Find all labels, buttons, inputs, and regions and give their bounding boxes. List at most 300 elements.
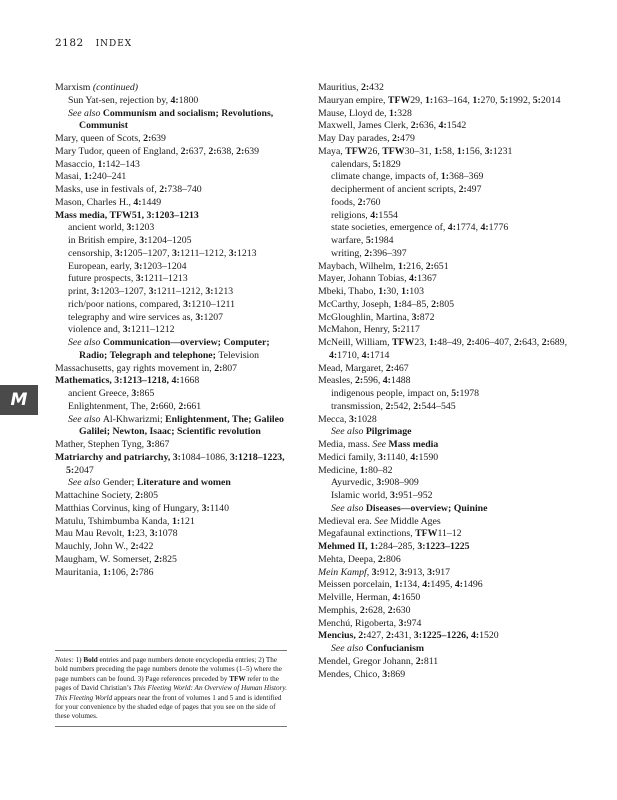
entry-text-segment: 1: [472,94,481,106]
entry-text-segment: 84–85, [401,298,432,310]
index-entry [318,528,573,541]
index-entry [55,184,291,197]
entry-text-segment: Mauritius, [318,82,361,93]
entry-text-segment: Communism and socialism; Revolutions, Communist [79,107,274,132]
entry-text-segment: 1211–1212, [180,247,229,259]
entry-text-segment: 807 [222,362,238,374]
entry-text-segment: 3:1218–1223, 5: [66,451,285,476]
entry-text-segment: 396–397 [372,247,407,259]
entry-text-segment: Mecca, [318,413,350,425]
entry-text-segment: 3:1223–1225 [417,541,470,552]
index-entry [318,299,573,312]
entry-text-segment: 1829 [381,158,401,170]
entry-text-segment: 3: [139,235,148,246]
entry-text-segment: 2: [385,362,394,374]
entry-text-segment: 1: [433,145,443,157]
page-title: INDEX [95,39,133,49]
entry-text-segment: 1204–1205 [147,235,192,246]
entry-text-segment: 142–143 [105,158,140,170]
entry-text-segment: 4: [329,349,338,361]
entry-text-segment: print, [68,286,92,297]
entry-text-segment: 3: [171,247,181,259]
entry-text-segment: 1774, [455,222,481,234]
entry-text-segment: 1084–1086, [180,451,230,463]
index-entry [318,261,573,274]
entry-text-segment: 1: [401,286,410,297]
entry-text-segment: 661 [186,400,202,412]
entry-text-segment: 30–31, [404,145,434,157]
entry-text-segment: 872 [419,311,435,323]
entry-text-segment: Communication—overview; Computer; Radio; Telegraph and telephone; [79,337,270,361]
entry-text-segment: 368–369 [449,171,484,183]
entry-text-segment: 1211–1213 [143,273,188,285]
entry-text-segment: 2: [178,400,187,412]
entry-text-segment: Masks, use in festivals of, [55,184,160,195]
entry-text-segment: 1207 [203,311,224,323]
entry-text-segment: 1: [429,337,438,348]
entry-text-segment: 5: [532,94,541,106]
entry-text-segment: Mencius, 2: [318,630,367,642]
entry-text-segment: Mendel, Gregor Johann, [318,655,416,667]
entry-text-segment: 1: [456,145,466,157]
entry-text-segment: 2: [214,362,223,374]
entry-text-segment: 3: [126,222,135,234]
entry-text-segment: Mathematics, 3:1213–1218, 4: [55,375,180,387]
entry-text-segment: 544–545 [421,400,456,412]
index-entry [318,605,573,618]
entry-text-segment: Maugham, W. Somerset, [55,553,155,565]
entry-text-segment: TFW [387,94,411,106]
entry-text-segment: violence and, [68,324,123,336]
entry-text-segment: 867 [154,439,170,450]
entry-text-segment: 3: [148,286,157,297]
index-entry [318,656,573,669]
entry-text-segment: writing, [331,247,365,259]
entry-text-segment: 4: [392,592,401,603]
entry-text-segment: TFW [382,145,405,157]
page-number: 2182 [55,37,84,49]
entry-text-segment: 3: [390,490,399,501]
entry-text-segment: 3: [183,298,192,310]
entry-text-segment: Masaccio, [55,158,98,170]
entry-text-segment: Mary Tudor, queen of England, [55,145,181,157]
entry-text-segment: See also [331,502,366,514]
entry-text-segment: 4: [408,273,418,285]
entry-text-segment: 1668 [179,375,200,387]
entry-text-segment: Diseases—overview; Quinine [365,502,488,514]
index-subentry [55,401,291,414]
entry-text-segment: 1: [102,566,112,578]
index-entry [318,439,573,452]
index-subentry [55,108,291,134]
entry-text-segment: 216, [406,260,426,272]
entry-text-segment: ancient Greece, [68,388,132,399]
entry-text-segment: climate change, impacts of, [331,171,441,183]
index-subentry [318,222,573,235]
section-thumb-tab [0,385,38,415]
entry-text-segment: 3: [135,273,144,285]
index-subentry [318,401,573,414]
entry-text-segment: 479 [400,133,415,144]
index-entry [318,273,573,286]
index-subentry [318,248,573,261]
entry-text-segment: 270, [480,94,501,106]
entry-text-segment: 48–49, [437,337,467,348]
entry-text-segment: 2: [159,184,168,195]
index-subentry [318,388,573,401]
entry-text-segment: 3: [91,286,100,297]
entry-text-segment: Gender; [102,477,137,489]
entry-text-segment: Mein Kampf, [318,566,372,578]
index-subentry [55,388,291,401]
entry-text-segment: 1140 [209,502,229,514]
entry-text-segment: censorship, [68,247,115,259]
entry-text-segment: 4: [382,375,391,387]
index-subentry [55,235,291,248]
index-entry [318,516,573,529]
entry-text-segment: 3: [398,617,407,629]
entry-text-segment: 1231 [492,145,513,157]
entry-text-segment: 2: [513,337,523,348]
entry-text-segment: 1: [394,579,403,591]
entry-text-segment: 2: [355,375,364,387]
entry-text-segment: 432 [369,82,384,93]
entry-text-segment: 2: [130,541,139,552]
entry-text-segment: Maya, [318,145,346,157]
entry-text-segment: 651 [433,260,449,272]
entry-text-segment: 4: [370,209,379,221]
entry-text-segment: 660, [158,400,179,412]
index-entry [318,324,573,337]
index-entry [318,554,573,567]
entry-text-segment: 2: [154,553,163,565]
index-column-right [318,82,573,681]
entry-text-segment: appears near the front of volumes 1 and 5 and is identified for your convenience by the shaded edge of pages that you see on the side of these volumes. [55,693,282,721]
index-entry [318,95,573,108]
entry-text-segment: 58, [442,145,457,157]
entry-text-segment: 917 [435,566,451,578]
entry-text-segment: Marxism [55,82,93,93]
entry-text-segment: Mauryan empire, [318,94,388,106]
entry-text-segment: 1495, [430,579,455,591]
entry-text-segment: 29, [410,94,425,106]
entry-text-segment: 1590 [418,451,439,463]
entry-text-segment: 1140, [386,451,411,463]
entry-text-segment: 628, [368,604,388,616]
entry-text-segment: Melville, Herman, [318,592,393,603]
entry-text-segment: 2: [236,145,245,157]
index-subentry [318,235,573,248]
entry-text-segment: in British empire, [68,235,140,246]
entry-text-segment: McCarthy, Joseph, [318,298,394,310]
index-entry [55,503,291,516]
entry-text-segment: 1367 [417,273,437,285]
entry-text-segment: 106, [111,566,131,578]
entry-text-segment: 1: [440,171,450,183]
entry-text-segment: See [374,515,391,527]
entry-text-segment: 3: [399,566,408,578]
index-entry [55,439,291,452]
entry-text-segment: 2: [392,133,401,144]
index-entry [55,171,291,184]
entry-text-segment: religions, [331,209,371,221]
entry-text-segment: 1: [83,171,93,183]
entry-text-segment: TFW [345,145,368,157]
entry-text-segment: 406–407, [474,337,514,348]
entry-text-segment: Mau Mau Revolt, [55,528,127,540]
entry-text-segment: Al-Khwarizmi; [102,413,166,425]
entry-text-segment: 636, [418,120,439,132]
entry-text-segment: Television [218,349,260,361]
entry-text-segment: Mendes, Chico, [318,668,383,680]
entry-text-segment: 1710, [337,349,362,361]
entry-text-segment: May Day parades, [318,133,392,144]
entry-text-segment: 1078 [157,528,178,540]
index-entry [55,133,291,146]
entry-text-segment: refer to the pages of David Christian’s [55,674,279,693]
entry-text-segment: 2: [387,604,396,616]
index-entry [55,210,291,223]
entry-text-segment: 328 [397,107,412,119]
entry-text-segment: 497 [466,184,482,195]
entry-text-segment: 26, [367,145,383,157]
index-subentry [55,95,291,108]
entry-text-segment: 1213 [213,286,234,297]
entry-text-segment: 1: [424,94,434,106]
index-entry [318,414,573,427]
entry-text-segment: 23, [135,528,150,540]
index-entry [318,108,573,121]
entry-text-segment: 2: [410,120,419,132]
entry-text-segment: 3: [131,388,140,399]
entry-text-segment: European, early, [68,260,135,272]
entry-text-segment: 2: [377,553,387,565]
entry-text-segment: calendars, [331,158,373,170]
index-subentry [318,210,573,223]
entry-text-segment: 1205–1207, [122,247,172,259]
entry-text-segment: 1: [393,298,402,310]
index-entry [318,146,573,159]
index-column-left [55,82,291,579]
entry-text-segment: McGloughlin, Martina, [318,311,412,323]
entry-text-segment: Massachusetts, gay rights movement in, [55,362,215,374]
entry-text-segment: This Fleeting World: An Overview of Human History. This Fleeting World [55,684,287,702]
entry-text-segment: Mass media, TFW51, 3:1203–1213 [55,209,199,221]
entry-text-segment: Literature and women [136,477,231,489]
entry-text-segment: 2: [425,260,434,272]
index-entry [55,567,291,580]
entry-text-segment: 4: [438,120,447,132]
entry-text-segment: 2: [415,655,424,667]
entry-text-segment: rich/poor nations, compared, [68,298,184,310]
entry-text-segment: 638, [216,145,237,157]
index-entry [55,452,291,478]
entry-text-segment: 951–952 [398,490,433,501]
entry-text-segment: 806 [386,553,401,565]
entry-text-segment: (continued) [92,82,138,93]
entry-text-segment: 4: [422,579,431,591]
entry-text-segment: 869 [390,668,406,680]
entry-text-segment: 1203–1207, [99,286,149,297]
index-notes [55,650,287,727]
entry-text-segment: Mary, queen of Scots, [55,133,144,144]
entry-text-segment: 1496 [463,579,483,591]
index-entry [55,375,291,388]
entry-text-segment: 134, [402,579,423,591]
entry-text-segment: Megafaunal extinctions, [318,528,416,540]
thumb-tab-letter: M [10,390,28,410]
entry-text-segment: 2: [359,604,369,616]
entry-text-segment: 156, [465,145,485,157]
entry-text-segment: 11–12 [437,528,462,540]
entry-text-segment: 1: [378,286,387,297]
index-entry [318,120,573,133]
index-entry [318,465,573,478]
entry-text-segment: 865 [139,388,155,399]
entry-text-segment: 1449 [141,196,162,208]
index-entry [55,146,291,159]
entry-text-segment: 3: [411,311,420,323]
index-subentry [55,414,291,440]
entry-text-segment: 2: [466,337,475,348]
entry-text-segment: Mauritania, [55,566,103,578]
entry-text-segment: 639 [244,145,260,157]
index-entry [318,630,573,643]
entry-text-segment: 5: [372,158,382,170]
entry-text-segment: See [372,439,389,450]
entry-text-segment: 80–82 [368,464,393,476]
entry-text-segment: Mauchly, John W., [55,541,131,552]
entry-text-segment: 2: [431,298,440,310]
entry-text-segment: TFW [391,337,415,348]
entry-text-segment: 1203 [134,222,155,234]
entry-text-segment: 1210–1211 [191,298,235,310]
entry-text-segment: 2: [386,630,395,642]
entry-text-segment: See also [68,337,103,348]
entry-text-segment: Mead, Margaret, [318,362,386,374]
entry-text-segment: 2: [180,145,189,157]
index-subentry [318,426,573,439]
index-subentry [318,197,573,210]
entry-text-segment: 3: [382,668,391,680]
index-entry [318,286,573,299]
entry-text-segment: Sun Yat-sen, rejection by, [68,94,171,106]
index-subentry [55,312,291,325]
index-entry [318,669,573,682]
index-subentry [55,286,291,299]
index-entry [55,159,291,172]
entry-text-segment: 3: [201,502,210,514]
entry-text-segment: 1520 [479,630,499,642]
entry-text-segment: 1211–1212, [156,286,206,297]
entry-text-segment: Menchú, Rigoberta, [318,617,399,629]
entry-text-segment: See also [331,643,366,654]
entry-text-segment: 3: [378,451,387,463]
entry-text-segment: 467 [394,362,409,374]
entry-text-segment: 3: [195,311,204,323]
entry-text-segment: 1978 [459,388,480,399]
entry-text-segment: Middle Ages [390,515,441,527]
entry-text-segment: 2: [150,400,159,412]
entry-text-segment: 4: [410,451,419,463]
index-subentry [318,171,573,184]
entry-text-segment: Meissen porcelain, [318,579,395,591]
index-entry [318,567,573,580]
entry-text-segment: Islamic world, [331,490,391,501]
entry-text-segment: 2: [143,133,152,144]
page-header [55,37,132,49]
entry-text-segment: 2: [135,490,144,501]
entry-text-segment: 2: [413,400,422,412]
entry-text-segment: Mass media [388,439,439,450]
entry-text-segment: Mbeki, Thabo, [318,286,379,297]
entry-text-segment: entries and page numbers denote encyclopedia entries; 2) The bold numbers preceding the page numbers denote the volumes (1–5) where the page numbers can be found. 3) Page references preceded by [55,656,282,683]
entry-text-segment: 805 [439,298,454,310]
entry-text-segment: future prospects, [68,273,136,285]
entry-text-segment: 2: [541,337,550,348]
entry-text-segment: 2: [385,400,394,412]
entry-text-segment: 760 [365,196,381,208]
index-subentry [55,222,291,235]
index-entry [55,554,291,567]
entry-text-segment: See also [68,107,103,119]
entry-text-segment: 1: [389,107,398,119]
entry-text-segment: 912, [379,566,400,578]
entry-text-segment: 1203–1204 [142,260,187,272]
index-subentry [55,324,291,337]
index-subentry [318,477,573,490]
index-entry [318,452,573,465]
index-entry [55,82,291,95]
index-entry [55,363,291,376]
index-entry [318,82,573,95]
entry-text-segment: 596, [363,375,383,387]
entry-text-segment: Maybach, Wilhelm, [318,260,398,272]
entry-text-segment: 2: [458,184,467,195]
entry-text-segment: Memphis, [318,604,360,616]
entry-text-segment: 2047 [74,464,94,476]
index-subentry [318,159,573,172]
entry-text-segment: 2117 [400,324,420,336]
entry-text-segment: McMahon, Henry, [318,324,393,336]
entry-text-segment: Maxwell, James Clerk, [318,120,411,132]
entry-text-segment: 3: [371,566,380,578]
entry-text-segment: 2: [364,247,373,259]
entry-text-segment: 786 [138,566,154,578]
entry-text-segment: transmission, [331,400,386,412]
entry-text-segment: Mather, Stephen Tyng, [55,439,147,450]
entry-text-segment: 3: [122,324,131,336]
entry-text-segment: Enlightenment, The; Galileo Galilei; Newton, Isaac; Scientific revolution [79,413,284,438]
entry-text-segment: 643, [522,337,542,348]
entry-text-segment: 30, [386,286,402,297]
entry-text-segment: 4: [454,579,464,591]
entry-text-segment: 2: [208,145,217,157]
entry-text-segment: 4: [447,222,456,234]
entry-text-segment: 1: [97,158,106,170]
entry-text-segment: Mehmed II, 1: [318,541,379,552]
index-subentry [55,337,291,363]
entry-text-segment: 1: [126,528,136,540]
entry-text-segment: 1650 [400,592,421,603]
entry-text-segment: Measles, [318,375,356,387]
index-entry [318,579,573,592]
index-subentry [318,643,573,656]
index-subentry [55,477,291,490]
entry-text-segment: 974 [406,617,422,629]
entry-text-segment: See also [68,413,103,425]
entry-text-segment: Matulu, Tshimbumba Kanda, [55,515,172,527]
